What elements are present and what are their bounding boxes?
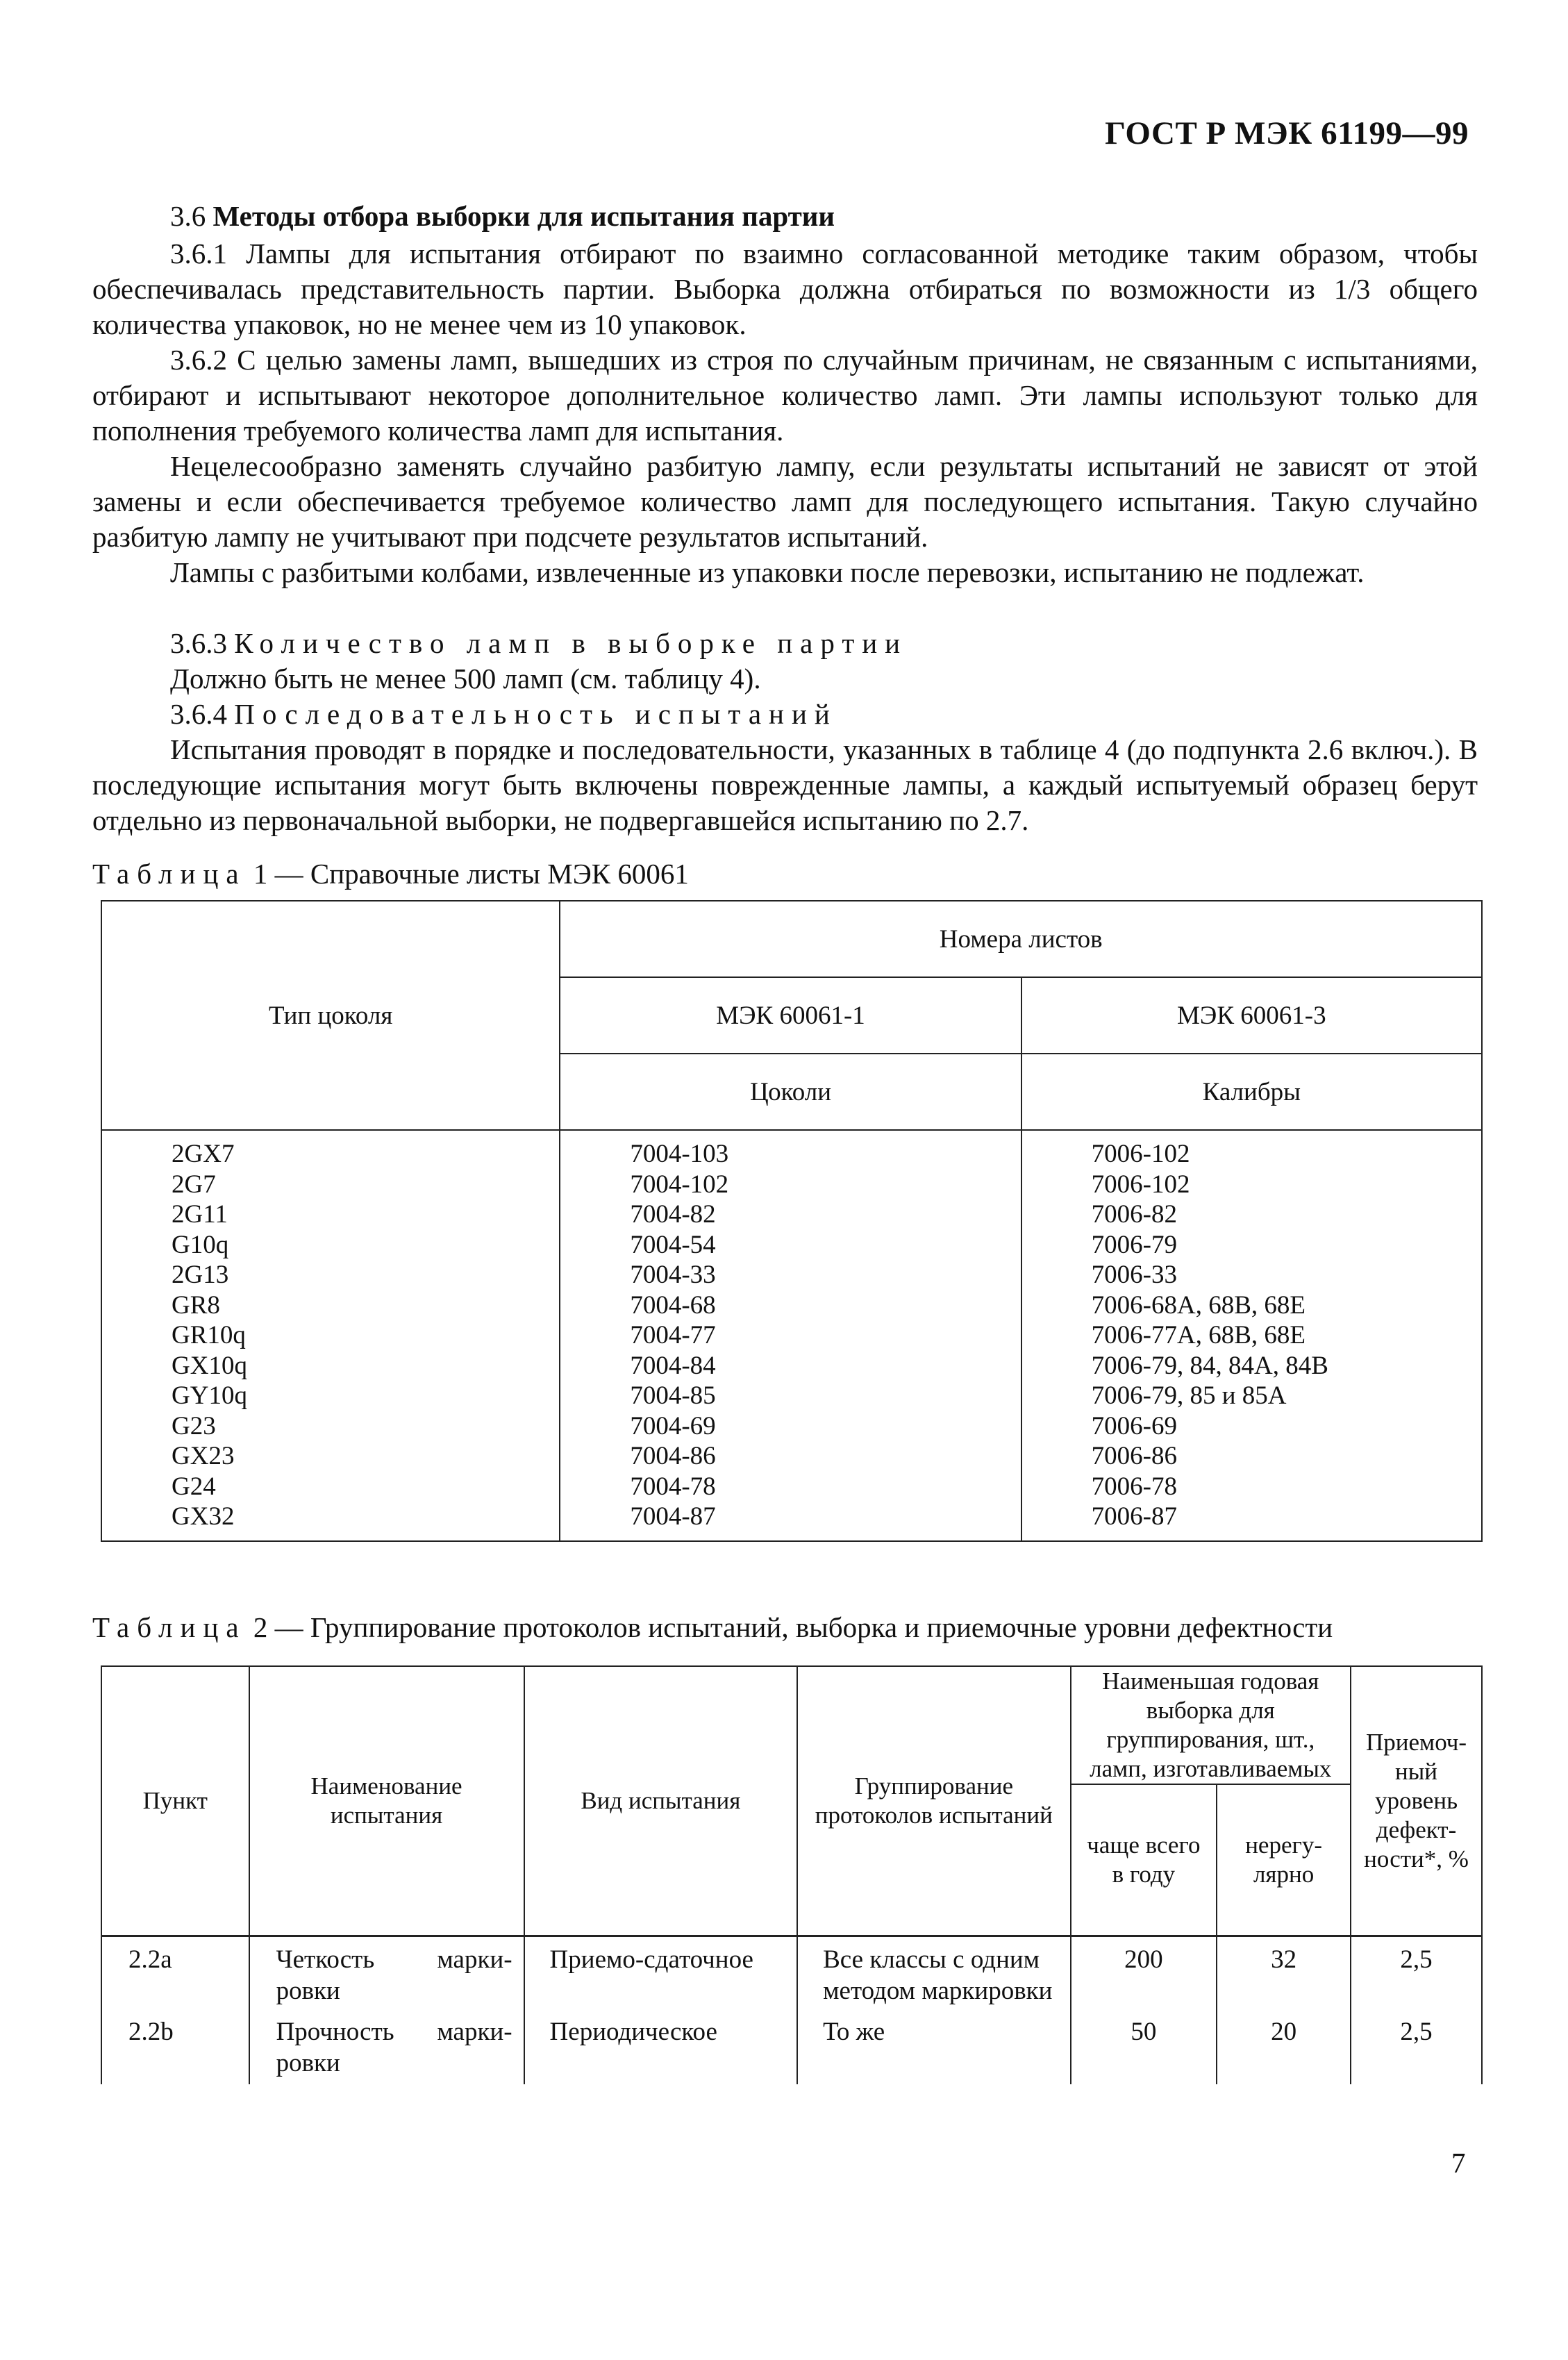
table2-cell-item: 2.2b (101, 2006, 249, 2084)
document-header: ГОСТ Р МЭК 61199—99 (1105, 115, 1469, 151)
table1-cell-cap: 7004-86 (630, 1442, 716, 1470)
table1-header-sheets: Номера листов (560, 901, 1482, 977)
table1-cell-gauge: 7006-78 (1091, 1472, 1177, 1501)
table2-cell-name: Прочность марки- ровки (249, 2006, 524, 2084)
table1-caption-text: 1 — Справочные листы МЭК 60061 (253, 858, 689, 890)
table1-cell-type: G24 (172, 1472, 216, 1501)
table1-cell-gauge: 7006-68A, 68B, 68E (1091, 1290, 1306, 1320)
table1-cell-gauge: 7006-79, 84, 84A, 84B (1091, 1351, 1328, 1380)
table1-cell-cap: 7004-54 (630, 1230, 716, 1259)
table1-cell-type: G23 (172, 1411, 216, 1440)
table2-cell-often: 200 (1071, 1936, 1217, 2006)
table1-cell-type: G10q (172, 1230, 229, 1259)
table1-header-gauges: Калибры (1021, 1054, 1482, 1130)
table1-cell-type: 2G13 (172, 1261, 229, 1289)
table2-header-group: Группирование протоколов испытаний (797, 1666, 1070, 1936)
table1-header-caps: Цоколи (560, 1054, 1021, 1130)
table1-cell-gauge: 7006-69 (1091, 1411, 1177, 1440)
table1-cell-gauge: 7006-82 (1091, 1200, 1177, 1229)
table1-cell-type: GX10q (172, 1351, 247, 1380)
table2-header-kind: Вид испытания (524, 1666, 798, 1936)
table1-cell-type: 2G7 (172, 1170, 216, 1199)
table2-cell-often: 50 (1071, 2006, 1217, 2084)
table1-column-caps (560, 1130, 1021, 1541)
table2-cell-group: Все классы с одним методом маркировки (797, 1936, 1070, 2006)
paragraph-3-6-3: Должно быть не менее 500 ламп (см. таблицу 4). (170, 663, 761, 695)
table1-header-iec1: МЭК 60061-1 (560, 977, 1021, 1054)
subsection-3-6-4-title: Последовательность испытаний (234, 698, 837, 730)
table2-cell-kind: Периодическое (524, 2006, 798, 2084)
table1-cell-cap: 7004-78 (630, 1472, 716, 1501)
table2-cell-group: То же (797, 2006, 1070, 2084)
table2-header-irregular: нерегу-лярно (1217, 1784, 1351, 1936)
table1-cell-type: GX23 (172, 1442, 235, 1470)
table1-cell-cap: 7004-77 (630, 1321, 716, 1349)
table1-cell-gauge: 7006-86 (1091, 1442, 1177, 1470)
table2-cell-name: Четкость марки- ровки (249, 1936, 524, 2006)
table1-cell-type: GY10q (172, 1381, 247, 1410)
table1-cell-cap: 7004-82 (630, 1200, 716, 1229)
subsection-3-6-4-number: 3.6.4 (170, 698, 227, 730)
section-title-text: Методы отбора выборки для испытания партии (212, 200, 835, 232)
page-number: 7 (1451, 2147, 1466, 2179)
table2-cell-irregular: 20 (1217, 2006, 1351, 2084)
table1-cell-cap: 7004-84 (630, 1351, 716, 1380)
table2-grouping (101, 1665, 1483, 2084)
table2-cell-aql: 2,5 (1351, 1936, 1482, 2006)
table1-cell-gauge: 7006-102 (1091, 1170, 1190, 1199)
table2-cell-aql: 2,5 (1351, 2006, 1482, 2084)
table1-cell-type: GX32 (172, 1502, 235, 1531)
table2-header-item: Пункт (101, 1666, 249, 1936)
table2-cell-kind: Приемо-сдаточное (524, 1936, 798, 2006)
table2-caption (92, 1610, 1333, 1645)
table1-cell-type: 2GX7 (172, 1140, 235, 1168)
table1-cell-gauge: 7006-79, 85 и 85A (1091, 1381, 1287, 1410)
table1-column-types (101, 1130, 560, 1541)
table1-cell-cap: 7004-85 (630, 1381, 716, 1410)
table1-cell-cap: 7004-102 (630, 1170, 729, 1199)
table1-reference-sheets (101, 900, 1483, 1542)
table1-cell-cap: 7004-69 (630, 1411, 716, 1440)
table2-caption-text: 2 — Группирование протоколов испытаний, выборка и приемочные уровни дефектности (253, 1611, 1333, 1643)
table1-cell-gauge: 7006-102 (1091, 1140, 1190, 1168)
table1-cell-cap: 7004-33 (630, 1261, 716, 1289)
table1-header-type: Тип цоколя (101, 901, 560, 1130)
table2-header-aql: Приемоч-ный уровень дефект-ности*, % (1351, 1666, 1482, 1936)
table2-header-name: Наименование испытания (249, 1666, 524, 1936)
table1-cell-gauge: 7006-79 (1091, 1230, 1177, 1259)
table2-cell-irregular: 32 (1217, 1936, 1351, 2006)
paragraph-3-6-2: 3.6.2 С целью замены ламп, вышедших из строя по случайным причинам, не связанным с испытаниями, отбирают и испытывают некоторое дополнительное количество ламп. Эти лампы используют только для пополнения требуемого количества ламп для испытания. (92, 344, 1478, 447)
table1-cell-cap: 7004-87 (630, 1502, 716, 1531)
paragraph-3-6-2-b: Нецелесообразно заменять случайно разбитую лампу, если результаты испытаний не зависят от этой замены и если обеспечивается требуемое количество ламп для последующего испытания. Такую случайно разбитую лампу не учитывают при подсчете результатов испытаний. (92, 450, 1478, 553)
table1-header-iec3: МЭК 60061-3 (1021, 977, 1482, 1054)
table1-caption-word: Таблица (92, 858, 247, 890)
paragraph-3-6-2-c: Лампы с разбитыми колбами, извлеченные из упаковки после перевозки, испытанию не подлежат. (170, 556, 1365, 588)
table1-cell-gauge: 7006-87 (1091, 1502, 1177, 1531)
table1-column-gauges (1021, 1130, 1482, 1541)
table2-header-sample: Наименьшая годовая выборка для группирования, шт., ламп, изготавливаемых (1071, 1666, 1351, 1784)
paragraph-3-6-1: 3.6.1 Лампы для испытания отбирают по взаимно согласованной методике таким образом, чтобы обеспечивалась представительность партии. Выборка должна отбираться по возможности из 1/3 общего количества упаковок, но не менее чем из 10 упаковок. (92, 238, 1478, 340)
table1-cell-type: GR10q (172, 1321, 246, 1349)
table1-cell-gauge: 7006-33 (1091, 1261, 1177, 1289)
table1-cell-type: 2G11 (172, 1200, 228, 1229)
table-row (101, 1936, 1482, 2006)
subsection-3-6-4-heading (92, 697, 1478, 732)
table1-cell-cap: 7004-68 (630, 1290, 716, 1320)
table2-header-often: чаще всего в году (1071, 1784, 1217, 1936)
paragraph-3-6-4: Испытания проводят в порядке и последовательности, указанных в таблице 4 (до подпункта 2.6 включ.). В последующие испытания могут быть включены поврежденные лампы, а каждый испытуемый образец берут отдельно из первоначальной выборки, не подвергавшейся испытанию по 2.7. (92, 733, 1478, 836)
section-title (92, 199, 1478, 234)
table2-caption-word: Таблица (92, 1611, 247, 1643)
table2-cell-item: 2.2a (101, 1936, 249, 2006)
table-row (101, 2006, 1482, 2084)
table1-cell-gauge: 7006-77A, 68B, 68E (1091, 1321, 1306, 1349)
subsection-3-6-3-title: Количество ламп в выборке партии (234, 627, 908, 659)
table1-cell-cap: 7004-103 (630, 1140, 729, 1168)
subsection-3-6-3-heading (92, 626, 1478, 661)
table1-caption (92, 856, 689, 891)
section-number: 3.6 (170, 200, 206, 232)
subsection-3-6-3-number: 3.6.3 (170, 627, 227, 659)
table1-cell-type: GR8 (172, 1290, 220, 1320)
